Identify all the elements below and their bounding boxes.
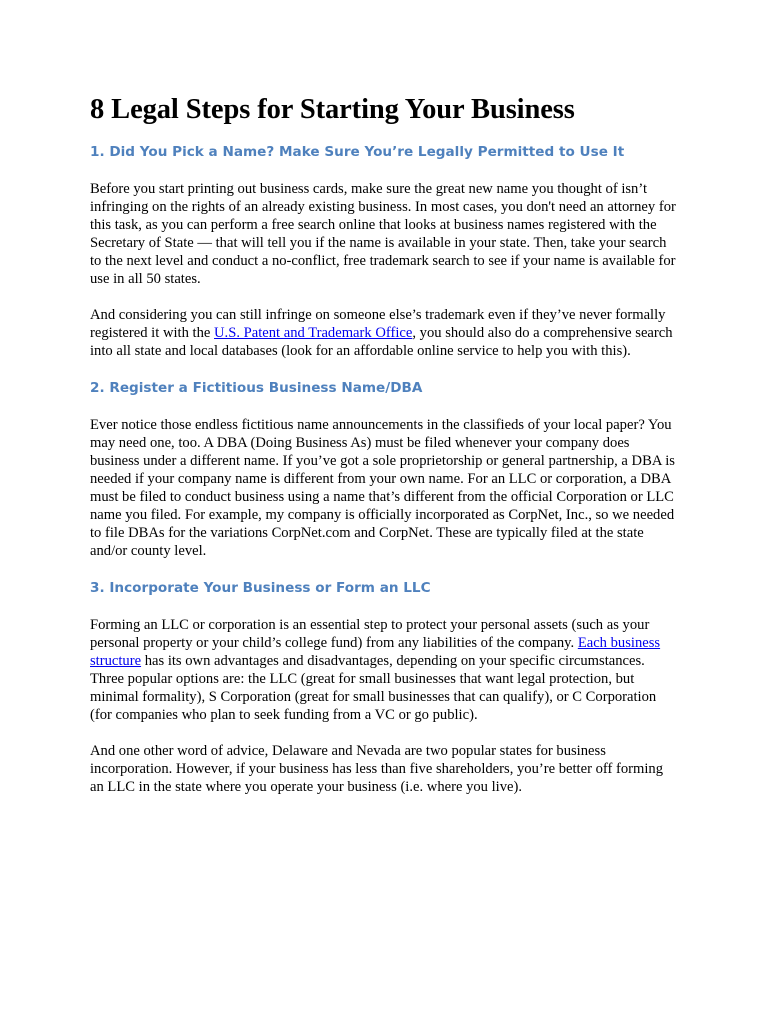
paragraph-text: , you should also do a comprehensive search into all state and local databases (look for an affordable online service to help you with this).: [90, 325, 673, 359]
page-title: 8 Legal Steps for Starting Your Business: [90, 94, 575, 125]
paragraph: Before you start printing out business cards, make sure the great new name you thought of isn’t infringing on the rights of an already existing business. In most cases, you don't need an attorney for this task, as you can perform a free search online that looks at business names registered with the Secretary of State — that will tell you if the name is available in your state. Then, take your search to the next level and conduct a no-conflict, free trademark search to see if your name is available for use in all 50 states.: [90, 181, 676, 287]
paragraph-text: has its own advantages and disadvantages, depending on your specific circumstances. Three popular options are: the LLC (great for small businesses that want legal protection, but minimal formality), S Corporation (great for small businesses that can qualify), or C Corporation (for companies who plan to seek funding from a VC or go public).: [90, 653, 657, 723]
business-structure-link[interactable]: Each business structure: [90, 635, 661, 669]
section-heading: 3. Incorporate Your Business or Form an LLC: [90, 580, 431, 596]
paragraph-text: Forming an LLC or corporation is an essential step to protect your personal assets (such as your personal property or your child’s college fund) from any liabilities of the company.: [90, 617, 650, 651]
paragraph: And one other word of advice, Delaware and Nevada are two popular states for business incorporation. However, if your business has less than five shareholders, you’re better off forming an LLC in the state where you operate your business (i.e. where you live).: [90, 743, 664, 795]
paragraph-text: And considering you can still infringe on someone else’s trademark even if they’ve never formally registered it with the: [90, 307, 666, 341]
section-pick-a-name: [90, 142, 680, 360]
section-heading: 1. Did You Pick a Name? Make Sure You’re Legally Permitted to Use It: [90, 144, 625, 160]
paragraph: Ever notice those endless fictitious name announcements in the classifieds of your local paper? You may need one, too. A DBA (Doing Business As) must be filed whenever your company does business under a different name. If you’ve got a sole proprietorship or general partnership, a DBA is needed if your company name is different from your own name. For an LLC or corporation, a DBA must be filed to conduct business using a name that’s different from the official Corporation or LLC name you filed. For example, my company is officially incorporated as CorpNet, Inc., so we needed to file DBAs for the variations CorpNet.com and CorpNet. These are typically filed at the state and/or county level.: [90, 417, 675, 559]
uspto-link[interactable]: U.S. Patent and Trademark Office: [214, 325, 413, 341]
paragraph: [90, 306, 680, 360]
section-register-dba: [90, 378, 680, 560]
paragraph: [90, 616, 680, 724]
section-incorporate: [90, 578, 680, 796]
section-heading: 2. Register a Fictitious Business Name/DBA: [90, 380, 423, 396]
